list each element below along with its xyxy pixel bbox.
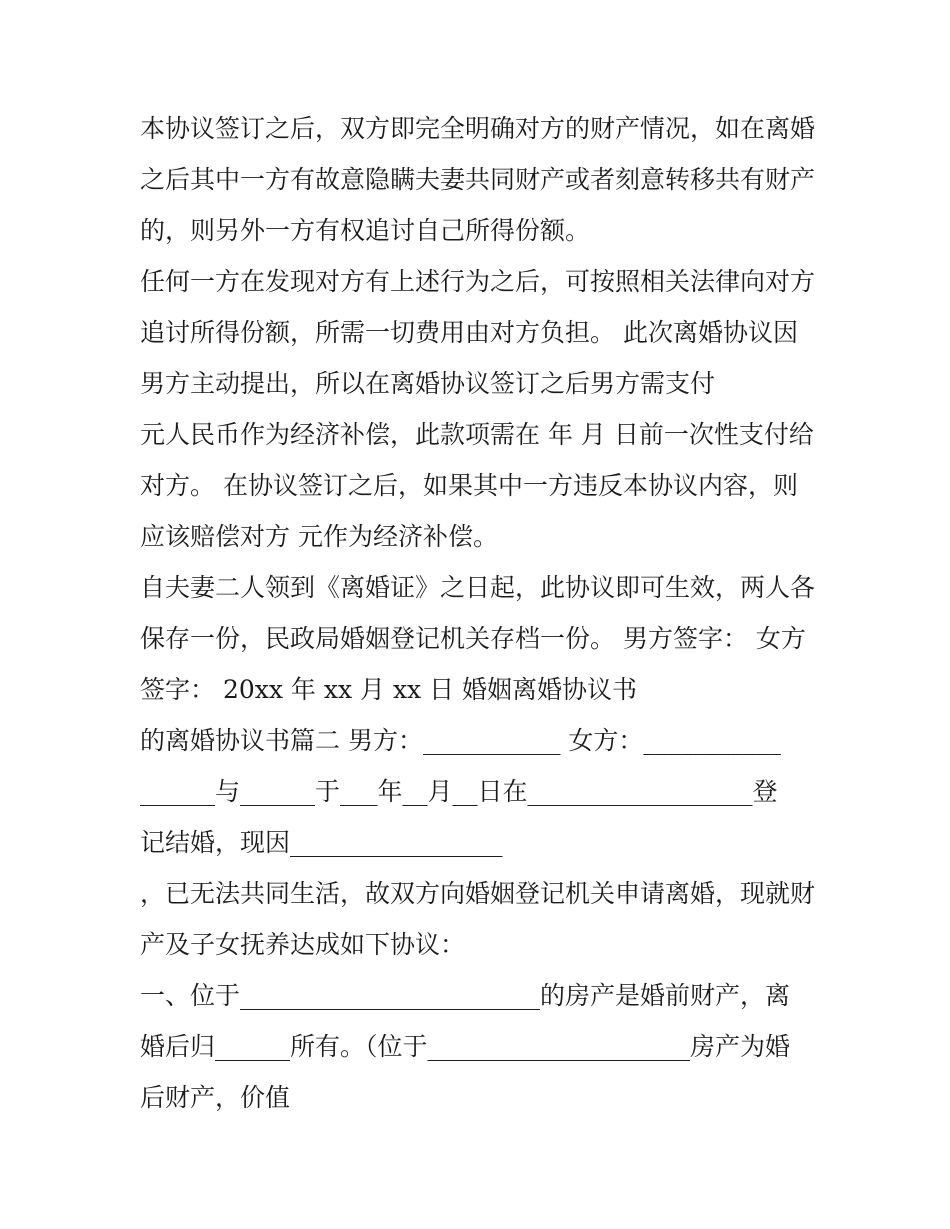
text-line: 任何一方在发现对方有上述行为之后，可按照相关法律向对方 — [140, 267, 816, 296]
text-line: 后财产，价值 — [140, 1083, 291, 1112]
text-line: 追讨所得份额，所需一切费用由对方负担。 此次离婚协议因 — [140, 318, 798, 347]
text-line: ______与______于___年__月__日在__________________登 — [140, 777, 778, 806]
text-line: 应该赔偿对方 元作为经济补偿。 — [140, 522, 498, 551]
text-line: 对方。 在协议签订之后，如果其中一方违反本协议内容，则 — [140, 471, 798, 500]
text-line: 签字： 20xx 年 xx 月 xx 日 婚姻离婚协议书 — [140, 675, 638, 704]
text-line: 记结婚，现因_________________ — [140, 828, 503, 857]
text-line: 之后其中一方有故意隐瞒夫妻共同财产或者刻意转移共有财产 — [140, 165, 816, 194]
text-line: 婚后归______所有。（位于_____________________房产为婚 — [140, 1032, 791, 1061]
text-line: ，已无法共同生活，故双方向婚姻登记机关申请离婚，现就财 — [140, 879, 816, 908]
text-line: 的离婚协议书篇二 男方：___________ 女方：___________ — [140, 726, 781, 755]
text-line: 一、位于________________________的房产是婚前财产，离 — [140, 981, 791, 1010]
document-body — [140, 103, 830, 1123]
text-line: 男方主动提出，所以在离婚协议签订之后男方需支付 — [140, 369, 716, 398]
text-line: 自夫妻二人领到《离婚证》之日起，此协议即可生效，两人各 — [140, 573, 816, 602]
text-line: 本协议签订之后，双方即完全明确对方的财产情况，如在离婚 — [140, 114, 816, 143]
text-line: 产及子女抚养达成如下协议： — [140, 930, 466, 959]
text-line: 的，则另外一方有权追讨自己所得份额。 — [140, 216, 591, 245]
text-line: 保存一份，民政局婚姻登记机关存档一份。 男方签字： 女方 — [140, 624, 806, 653]
text-line: 元人民币作为经济补偿，此款项需在 年 月 日前一次性支付给 — [140, 420, 814, 449]
